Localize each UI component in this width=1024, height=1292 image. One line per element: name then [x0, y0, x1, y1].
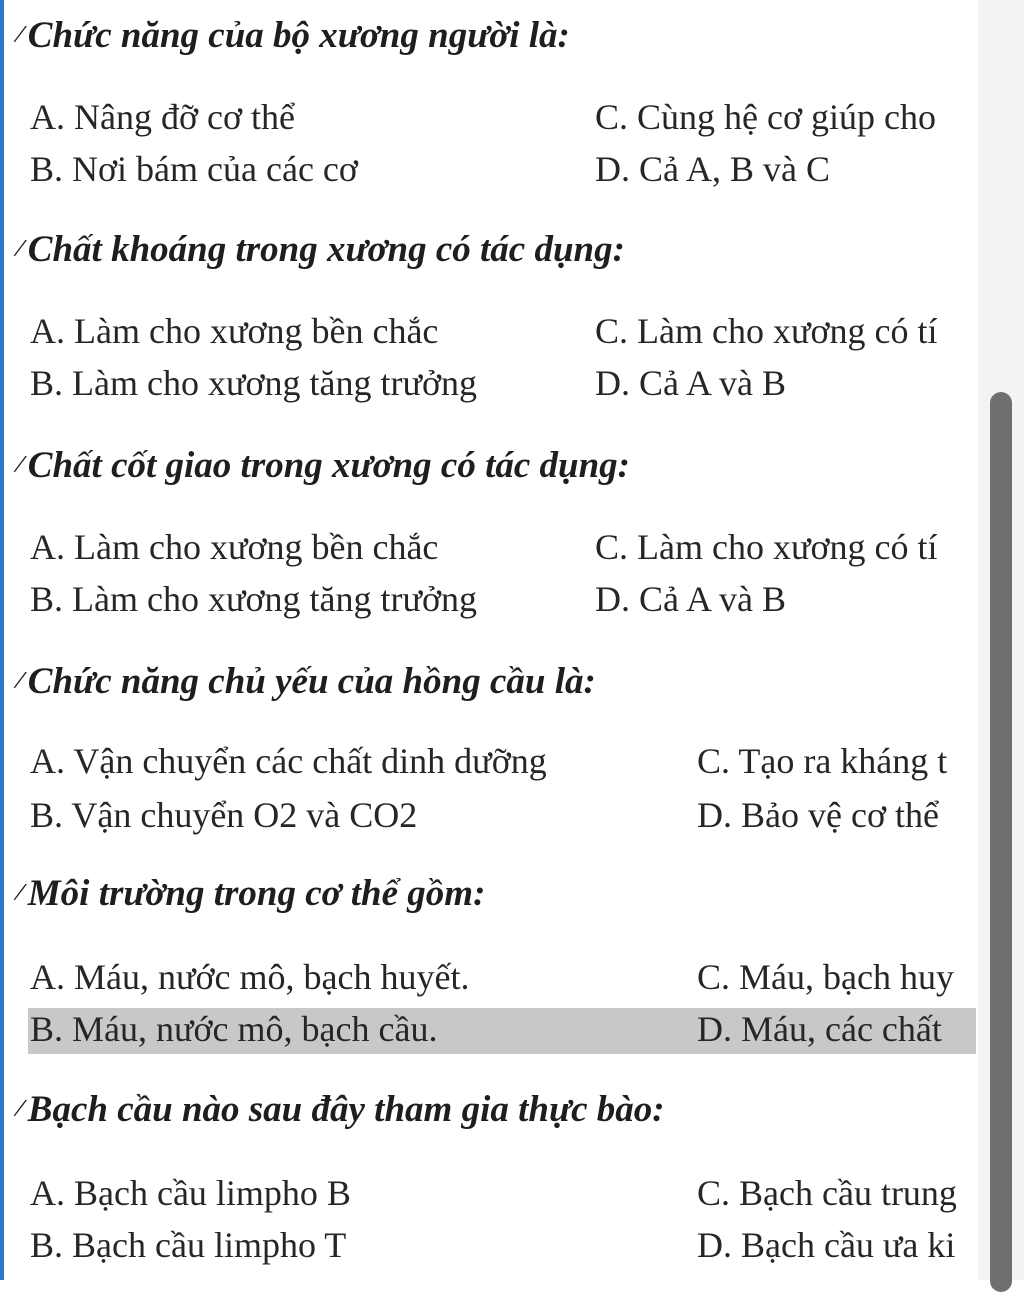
scrollbar-thumb[interactable] — [990, 392, 1012, 1292]
question-6-option-b[interactable]: B. Bạch cầu limpho T — [30, 1225, 347, 1265]
question-6-title — [11, 1088, 665, 1131]
question-2-option-a[interactable]: A. Làm cho xương bền chắc — [30, 311, 439, 351]
question-1-title — [11, 14, 570, 57]
question-4-option-a[interactable]: A. Vận chuyển các chất dinh dưỡng — [30, 741, 547, 781]
question-1-option-b[interactable]: B. Nơi bám của các cơ — [30, 149, 358, 189]
question-6-title-text: Bạch cầu nào sau đây tham gia thực bào: — [27, 1089, 665, 1130]
question-3-option-a[interactable]: A. Làm cho xương bền chắc — [30, 527, 439, 567]
question-3-title — [11, 444, 631, 487]
question-2-option-b[interactable]: B. Làm cho xương tăng trưởng — [30, 363, 478, 403]
question-5-title-text: Môi trường trong cơ thể gồm: — [27, 873, 486, 914]
question-3-option-c[interactable]: C. Làm cho xương có tí — [595, 527, 938, 567]
question-1-title-text: Chức năng của bộ xương người là: — [27, 15, 570, 56]
question-5-option-a[interactable]: A. Máu, nước mô, bạch huyết. — [30, 957, 470, 997]
question-5-option-b[interactable]: B. Máu, nước mô, bạch cầu. — [30, 1009, 438, 1049]
question-2-option-c[interactable]: C. Làm cho xương có tí — [595, 311, 938, 351]
question-2-title-text: Chất khoáng trong xương có tác dụng: — [27, 229, 625, 270]
question-5-title — [11, 872, 486, 915]
question-1-option-a[interactable]: A. Nâng đỡ cơ thể — [30, 97, 296, 137]
check-mark-icon: / — [11, 448, 29, 481]
question-3-option-d[interactable]: D. Cả A và B — [595, 579, 787, 619]
question-4-title — [11, 660, 596, 703]
check-mark-icon: / — [11, 1092, 29, 1125]
question-6-option-a[interactable]: A. Bạch cầu limpho B — [30, 1173, 351, 1213]
question-4-title-text: Chức năng chủ yếu của hồng cầu là: — [27, 661, 596, 702]
question-4-option-d[interactable]: D. Bảo vệ cơ thể — [697, 795, 939, 835]
question-3-title-text: Chất cốt giao trong xương có tác dụng: — [27, 445, 631, 486]
question-2-title — [11, 228, 625, 271]
question-3-option-b[interactable]: B. Làm cho xương tăng trưởng — [30, 579, 478, 619]
question-6-option-c[interactable]: C. Bạch cầu trung — [697, 1173, 957, 1213]
question-1-option-d[interactable]: D. Cả A, B và C — [595, 149, 831, 189]
question-4-option-b[interactable]: B. Vận chuyển O2 và CO2 — [30, 795, 418, 835]
question-6-option-d[interactable]: D. Bạch cầu ưa ki — [697, 1225, 956, 1265]
question-4-option-c[interactable]: C. Tạo ra kháng t — [697, 741, 948, 781]
question-2-option-d[interactable]: D. Cả A và B — [595, 363, 787, 403]
check-mark-icon: / — [11, 18, 29, 51]
question-5-option-d[interactable]: D. Máu, các chất — [697, 1009, 942, 1049]
question-1-option-c[interactable]: C. Cùng hệ cơ giúp cho — [595, 97, 936, 137]
check-mark-icon: / — [11, 876, 29, 909]
question-5-option-c[interactable]: C. Máu, bạch huy — [697, 957, 954, 997]
check-mark-icon: / — [11, 232, 29, 265]
check-mark-icon: / — [11, 664, 29, 697]
